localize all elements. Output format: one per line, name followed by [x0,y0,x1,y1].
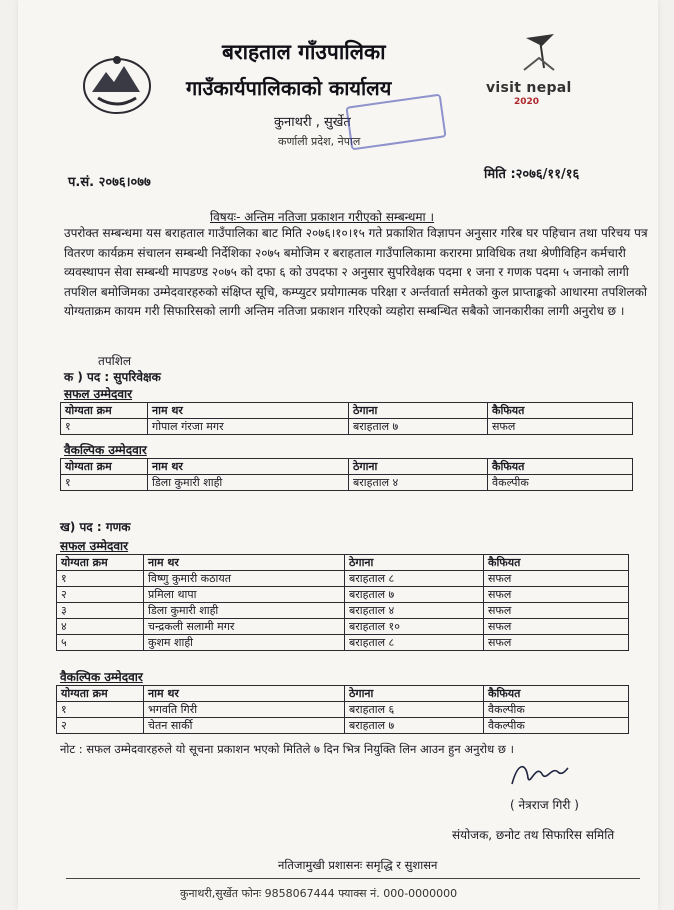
nepal-emblem-icon [80,52,154,116]
section-title: ख) पद : गणक [60,520,131,534]
cell: बराहताल ४ [349,475,488,491]
alternate-heading: वैकल्पिक उम्मेदवार [60,670,143,684]
ganak-alternate-table [56,685,629,734]
col-header: नाम थर [144,555,345,571]
signature-icon [508,756,570,792]
cell: ३ [57,603,144,619]
visit-nepal-text: visit nepal [486,80,572,96]
cell: २ [57,587,144,603]
cell: वैकल्पीक [484,702,629,718]
col-header: नाम थर [148,403,349,419]
committee-title: संयोजक, छनोट तथ सिफारिस समिति [452,828,615,842]
table-row [57,619,629,635]
col-header: योग्यता क्रम [57,686,144,702]
cell: बराहताल ६ [345,702,484,718]
col-header: ठेगाना [345,686,484,702]
cell: चेतन सार्की [144,718,345,734]
col-header: कैफियत [488,403,633,419]
table-row [61,419,633,435]
table-row [57,635,629,651]
cell: १ [57,702,144,718]
col-header: योग्यता क्रम [61,459,148,475]
table-row [57,718,629,734]
table-row [57,571,629,587]
cell: वैकल्पीक [488,475,633,491]
col-header: नाम थर [148,459,349,475]
cell: बराहताल १० [345,619,484,635]
cell: सफल [488,419,633,435]
success-heading: सफल उम्मेदवार [64,387,133,401]
table-row [57,587,629,603]
cell: डिला कुमारी शाही [148,475,349,491]
col-header: कैफियत [484,686,629,702]
letter-date: मिति :२०७६/११/१६ [484,167,580,182]
tapsil-heading: तपशिल [98,354,132,368]
footer-slogan: नतिजामुखी प्रशासनः समृद्धि र सुशासन [278,858,438,872]
cell: प्रमिला थापा [144,587,345,603]
col-header: ठेगाना [349,459,488,475]
cell: सफल [484,603,629,619]
cell: बराहताल ८ [345,571,484,587]
letter-body: उपरोक्त सम्बन्धमा यस बराहताल गाउँपालिका बाट मिति २०७६।१०।१५ गते प्रकाशित विज्ञापन अनुसार गरिब घर पहिचान तथा परिचय पत्र वितरण कार्यक्रम संचालन सम्बन्धी निर्देशिका २०७५ बमोजिम र बराहताल गाउँपालिकामा करारमा प्राविधिक तथा श्रेणीविहिन कर्मचारी व्यवस्थापन सेवा सम्बन्धी मापडण्ड २०७५ को दफा ६ को उपदफा २ अनुसार सुपरिवेक्षक पदमा १ जना र गणक पदमा ५ जनाको लागी तपशिल बमोजिमका उम्मेदवारहरुको संक्षिप्त सूचि, कम्प्युटर प्रयोगात्मक परिक्षा र अर्न्तवार्ता समेतको कुल प्राप्ताङ्कको आधारमा तपशिलको योग्यताक्रम कायम गरी सिफारिसको लागी अन्तिम नतिजा प्रकाशन गरिएको व्यहोरा सम्बन्धित सबैको जानकारीका लागी अनुरोध छ । [64,226,648,319]
cell: १ [61,475,148,491]
cell: भगवति गिरी [144,702,345,718]
reference-number: प.सं. २०७६।०७७ [68,175,151,190]
cell: डिला कुमारी शाही [144,603,345,619]
supervisor-alternate-table [60,458,633,491]
location-line: कुनाथरी , सुर्खेत [274,115,351,130]
cell: १ [57,571,144,587]
cell: २ [57,718,144,734]
subject-line: विषयः- अन्तिम नतिजा प्रकाशन गरीएको सम्बन्धमा । [210,210,435,224]
visit-nepal-year: 2020 [514,97,540,107]
cell: १ [61,419,148,435]
cell: गोपाल गंरजा मगर [148,419,349,435]
cell: विष्णु कुमारी कठायत [144,571,345,587]
ganak-success-table [56,554,629,651]
footer-address: कुनाथरी,सुर्खेत फोनः 9858067444 फ्याक्स नं. 000-0000000 [180,887,458,900]
cell: चन्द्रकली सलामी मगर [144,619,345,635]
table-row [57,702,629,718]
alternate-heading: वैकल्पिक उम्मेदवार [64,443,147,457]
section-title: क ) पद : सुपरिवेक्षक [64,370,161,384]
table-row [57,603,629,619]
table-row [61,475,633,491]
cell: ५ [57,635,144,651]
footer-divider [66,878,640,879]
col-header: नाम थर [144,686,345,702]
office-title: गाउँकार्यपालिकाको कार्यालय [186,76,392,100]
cell: बराहताल ७ [345,718,484,734]
note-line: नोट : सफल उम्मेदवारहरुले यो सूचना प्रकाशन भएको मितिले ७ दिन भित्र नियुक्ति लिन आउन हुन अनुरोध छ । [60,742,514,756]
col-header: कैफियत [488,459,633,475]
cell: बराहताल ७ [349,419,488,435]
success-heading: सफल उम्मेदवार [60,539,129,553]
cell: ४ [57,619,144,635]
col-header: योग्यता क्रम [57,555,144,571]
supervisor-success-table [60,402,633,435]
col-header: कैफियत [484,555,629,571]
col-header: ठेगाना [349,403,488,419]
col-header: योग्यता क्रम [61,403,148,419]
cell: वैकल्पीक [484,718,629,734]
cell: सफल [484,635,629,651]
province-line: कर्णाली प्रदेश, नेपाल [278,135,361,148]
cell: सफल [484,571,629,587]
cell: बराहताल ७ [345,587,484,603]
cell: बराहताल ४ [345,603,484,619]
cell: कुशम शाही [144,635,345,651]
col-header: ठेगाना [345,555,484,571]
municipality-title: बराहताल गाँउपालिका [222,40,386,64]
cell: बराहताल ८ [345,635,484,651]
signer-name: ( नेत्रराज गिरी ) [510,798,579,812]
cell: सफल [484,587,629,603]
cell: सफल [484,619,629,635]
